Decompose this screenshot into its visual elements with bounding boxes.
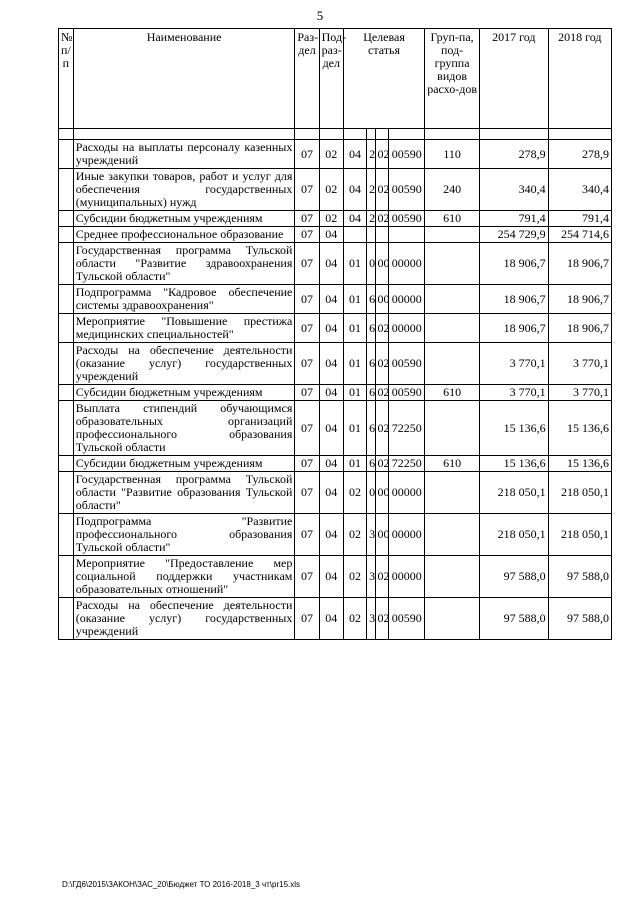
row-expense-group: 240 xyxy=(425,169,480,211)
row-num xyxy=(59,456,74,472)
file-path-footer: D:\ГД6\2015\ЗАКОН\ЗАС_20\Бюджет ТО 2016-2018_3 чт\pr15.xls xyxy=(62,880,301,889)
header-group: Груп-па, под-группа видов расхо-дов xyxy=(425,29,480,129)
row-num xyxy=(59,314,74,343)
row-amount-2017: 218 050,1 xyxy=(480,514,549,556)
row-amount-2018: 3 770,1 xyxy=(548,343,611,385)
row-podrazdel: 02 xyxy=(319,211,343,227)
row-podrazdel: 02 xyxy=(319,140,343,169)
row-amount-2017: 340,4 xyxy=(480,169,549,211)
row-podrazdel: 04 xyxy=(319,472,343,514)
row-amount-2018: 15 136,6 xyxy=(548,401,611,456)
table-row xyxy=(59,556,612,598)
row-razdel: 07 xyxy=(295,598,319,640)
table-row xyxy=(59,343,612,385)
row-podrazdel: 02 xyxy=(319,169,343,211)
row-target-subprogram: 3 xyxy=(367,514,375,556)
row-expense-group xyxy=(425,598,480,640)
row-razdel: 07 xyxy=(295,401,319,456)
row-name: Субсидии бюджетным учреждениям xyxy=(73,456,295,472)
row-target-program: 01 xyxy=(343,285,366,314)
row-target-event: 02 xyxy=(375,401,389,456)
row-amount-2018: 97 588,0 xyxy=(548,598,611,640)
row-target-code: 00590 xyxy=(389,211,425,227)
row-amount-2017: 18 906,7 xyxy=(480,314,549,343)
row-target-program: 01 xyxy=(343,314,366,343)
row-target-subprogram: 6 xyxy=(367,401,375,456)
row-name: Мероприятие "Предоставление мер социальной поддержки участникам образовательных отношений" xyxy=(73,556,295,598)
row-name: Государственная программа Тульской области "Развитие образования Тульской области" xyxy=(73,472,295,514)
row-amount-2017: 3 770,1 xyxy=(480,385,549,401)
row-target-subprogram xyxy=(367,227,375,243)
row-target-program: 01 xyxy=(343,343,366,385)
row-num xyxy=(59,227,74,243)
row-target-program: 01 xyxy=(343,385,366,401)
row-razdel: 07 xyxy=(295,556,319,598)
row-razdel: 07 xyxy=(295,343,319,385)
row-amount-2017: 3 770,1 xyxy=(480,343,549,385)
row-amount-2018: 218 050,1 xyxy=(548,514,611,556)
table-row xyxy=(59,211,612,227)
row-target-code: 00000 xyxy=(389,514,425,556)
header-num: № п/п xyxy=(59,29,74,129)
table-row xyxy=(59,243,612,285)
row-name: Расходы на выплаты персоналу казенных учреждений xyxy=(73,140,295,169)
row-target-program: 04 xyxy=(343,140,366,169)
row-target-event: 02 xyxy=(375,140,389,169)
row-amount-2018: 97 588,0 xyxy=(548,556,611,598)
row-target-event: 00 xyxy=(375,514,389,556)
row-name: Субсидии бюджетным учреждениям xyxy=(73,385,295,401)
row-target-subprogram: 2 xyxy=(367,140,375,169)
row-target-event: 02 xyxy=(375,343,389,385)
row-name: Мероприятие "Повышение престижа медицинских специальностей" xyxy=(73,314,295,343)
row-target-event: 02 xyxy=(375,169,389,211)
row-amount-2018: 15 136,6 xyxy=(548,456,611,472)
row-target-event: 02 xyxy=(375,598,389,640)
row-target-code xyxy=(389,227,425,243)
row-num xyxy=(59,343,74,385)
row-expense-group xyxy=(425,227,480,243)
row-amount-2018: 3 770,1 xyxy=(548,385,611,401)
row-expense-group: 610 xyxy=(425,456,480,472)
row-razdel: 07 xyxy=(295,243,319,285)
row-target-code: 00000 xyxy=(389,314,425,343)
row-expense-group xyxy=(425,243,480,285)
row-target-subprogram: 3 xyxy=(367,598,375,640)
row-num xyxy=(59,140,74,169)
row-target-code: 00000 xyxy=(389,472,425,514)
row-podrazdel: 04 xyxy=(319,227,343,243)
row-target-code: 00590 xyxy=(389,598,425,640)
row-target-subprogram: 6 xyxy=(367,285,375,314)
row-target-subprogram: 2 xyxy=(367,211,375,227)
row-expense-group xyxy=(425,401,480,456)
row-amount-2018: 218 050,1 xyxy=(548,472,611,514)
table-row xyxy=(59,514,612,556)
row-podrazdel: 04 xyxy=(319,343,343,385)
header-target: Целевая статья xyxy=(343,29,424,129)
page-number: 5 xyxy=(316,8,324,23)
row-target-program: 04 xyxy=(343,169,366,211)
table-row xyxy=(59,314,612,343)
row-num xyxy=(59,401,74,456)
row-amount-2017: 791,4 xyxy=(480,211,549,227)
table-row xyxy=(59,140,612,169)
row-expense-group: 610 xyxy=(425,385,480,401)
row-target-program: 01 xyxy=(343,401,366,456)
header-razdel: Раз-дел xyxy=(295,29,319,129)
row-expense-group: 610 xyxy=(425,211,480,227)
row-target-event: 02 xyxy=(375,385,389,401)
row-name: Государственная программа Тульской области "Развитие здравоохранения Тульской области" xyxy=(73,243,295,285)
row-expense-group xyxy=(425,343,480,385)
row-razdel: 07 xyxy=(295,211,319,227)
row-target-event: 02 xyxy=(375,211,389,227)
row-expense-group: 110 xyxy=(425,140,480,169)
row-expense-group xyxy=(425,514,480,556)
table-row xyxy=(59,598,612,640)
table-header-row xyxy=(59,29,612,129)
header-podrazdel: Под-раз-дел xyxy=(319,29,343,129)
row-target-event: 02 xyxy=(375,556,389,598)
row-name: Субсидии бюджетным учреждениям xyxy=(73,211,295,227)
row-amount-2017: 18 906,7 xyxy=(480,243,549,285)
row-amount-2018: 18 906,7 xyxy=(548,243,611,285)
row-razdel: 07 xyxy=(295,285,319,314)
row-amount-2018: 18 906,7 xyxy=(548,314,611,343)
row-amount-2017: 278,9 xyxy=(480,140,549,169)
row-podrazdel: 04 xyxy=(319,401,343,456)
row-podrazdel: 04 xyxy=(319,285,343,314)
row-amount-2018: 340,4 xyxy=(548,169,611,211)
row-target-code: 00590 xyxy=(389,140,425,169)
row-razdel: 07 xyxy=(295,227,319,243)
row-name: Среднее профессиональное образование xyxy=(73,227,295,243)
row-name: Расходы на обеспечение деятельности (оказание услуг) государственных учреждений xyxy=(73,343,295,385)
row-name: Подпрограмма "Развитие профессионального образования Тульской области" xyxy=(73,514,295,556)
row-name: Подпрограмма "Кадровое обеспечение системы здравоохранения" xyxy=(73,285,295,314)
row-target-event xyxy=(375,227,389,243)
row-razdel: 07 xyxy=(295,514,319,556)
row-amount-2018: 254 714,6 xyxy=(548,227,611,243)
row-target-event: 00 xyxy=(375,472,389,514)
row-target-code: 00000 xyxy=(389,556,425,598)
row-expense-group xyxy=(425,285,480,314)
row-num xyxy=(59,556,74,598)
row-amount-2017: 97 588,0 xyxy=(480,598,549,640)
row-target-subprogram: 0 xyxy=(367,243,375,285)
row-target-program: 04 xyxy=(343,211,366,227)
row-razdel: 07 xyxy=(295,385,319,401)
header-year-2018: 2018 год xyxy=(548,29,611,129)
row-amount-2017: 218 050,1 xyxy=(480,472,549,514)
row-amount-2018: 791,4 xyxy=(548,211,611,227)
row-razdel: 07 xyxy=(295,314,319,343)
row-target-program: 02 xyxy=(343,556,366,598)
row-podrazdel: 04 xyxy=(319,385,343,401)
table-row xyxy=(59,472,612,514)
row-target-code: 00590 xyxy=(389,385,425,401)
row-target-subprogram: 6 xyxy=(367,343,375,385)
row-razdel: 07 xyxy=(295,140,319,169)
row-target-program xyxy=(343,227,366,243)
row-target-subprogram: 0 xyxy=(367,472,375,514)
row-amount-2017: 15 136,6 xyxy=(480,456,549,472)
row-expense-group xyxy=(425,472,480,514)
row-num xyxy=(59,211,74,227)
row-razdel: 07 xyxy=(295,472,319,514)
row-num xyxy=(59,243,74,285)
row-amount-2017: 254 729,9 xyxy=(480,227,549,243)
row-name: Расходы на обеспечение деятельности (оказание услуг) государственных учреждений xyxy=(73,598,295,640)
row-target-program: 02 xyxy=(343,472,366,514)
row-num xyxy=(59,514,74,556)
row-amount-2017: 97 588,0 xyxy=(480,556,549,598)
row-podrazdel: 04 xyxy=(319,243,343,285)
table-row xyxy=(59,169,612,211)
table-row xyxy=(59,385,612,401)
row-target-subprogram: 2 xyxy=(367,169,375,211)
row-amount-2017: 15 136,6 xyxy=(480,401,549,456)
row-expense-group xyxy=(425,314,480,343)
row-target-event: 02 xyxy=(375,456,389,472)
row-target-event: 00 xyxy=(375,243,389,285)
row-target-program: 02 xyxy=(343,514,366,556)
table-row xyxy=(59,456,612,472)
row-expense-group xyxy=(425,556,480,598)
row-target-code: 72250 xyxy=(389,401,425,456)
row-target-program: 01 xyxy=(343,456,366,472)
row-target-code: 00000 xyxy=(389,285,425,314)
row-num xyxy=(59,472,74,514)
row-target-code: 00590 xyxy=(389,343,425,385)
spacer-row xyxy=(59,129,612,140)
table-row xyxy=(59,227,612,243)
budget-table xyxy=(58,28,612,640)
header-year-2017: 2017 год xyxy=(480,29,549,129)
row-podrazdel: 04 xyxy=(319,314,343,343)
row-razdel: 07 xyxy=(295,169,319,211)
row-num xyxy=(59,169,74,211)
row-target-code: 00000 xyxy=(389,243,425,285)
row-podrazdel: 04 xyxy=(319,556,343,598)
row-target-program: 01 xyxy=(343,243,366,285)
row-target-event: 02 xyxy=(375,314,389,343)
row-target-event: 00 xyxy=(375,285,389,314)
row-target-subprogram: 6 xyxy=(367,385,375,401)
table-row xyxy=(59,285,612,314)
row-amount-2018: 18 906,7 xyxy=(548,285,611,314)
row-amount-2018: 278,9 xyxy=(548,140,611,169)
row-podrazdel: 04 xyxy=(319,514,343,556)
row-num xyxy=(59,385,74,401)
header-name: Наименование xyxy=(73,29,295,129)
row-name: Иные закупки товаров, работ и услуг для обеспечения государственных (муниципальных) нужд xyxy=(73,169,295,211)
row-target-code: 00590 xyxy=(389,169,425,211)
row-num xyxy=(59,598,74,640)
row-target-program: 02 xyxy=(343,598,366,640)
row-target-subprogram: 3 xyxy=(367,556,375,598)
row-podrazdel: 04 xyxy=(319,598,343,640)
row-razdel: 07 xyxy=(295,456,319,472)
table-row xyxy=(59,401,612,456)
row-target-code: 72250 xyxy=(389,456,425,472)
row-target-subprogram: 6 xyxy=(367,456,375,472)
row-name: Выплата стипендий обучающимся образовательных организаций профессионального образования Тульской области xyxy=(73,401,295,456)
row-podrazdel: 04 xyxy=(319,456,343,472)
row-amount-2017: 18 906,7 xyxy=(480,285,549,314)
row-target-subprogram: 6 xyxy=(367,314,375,343)
row-num xyxy=(59,285,74,314)
